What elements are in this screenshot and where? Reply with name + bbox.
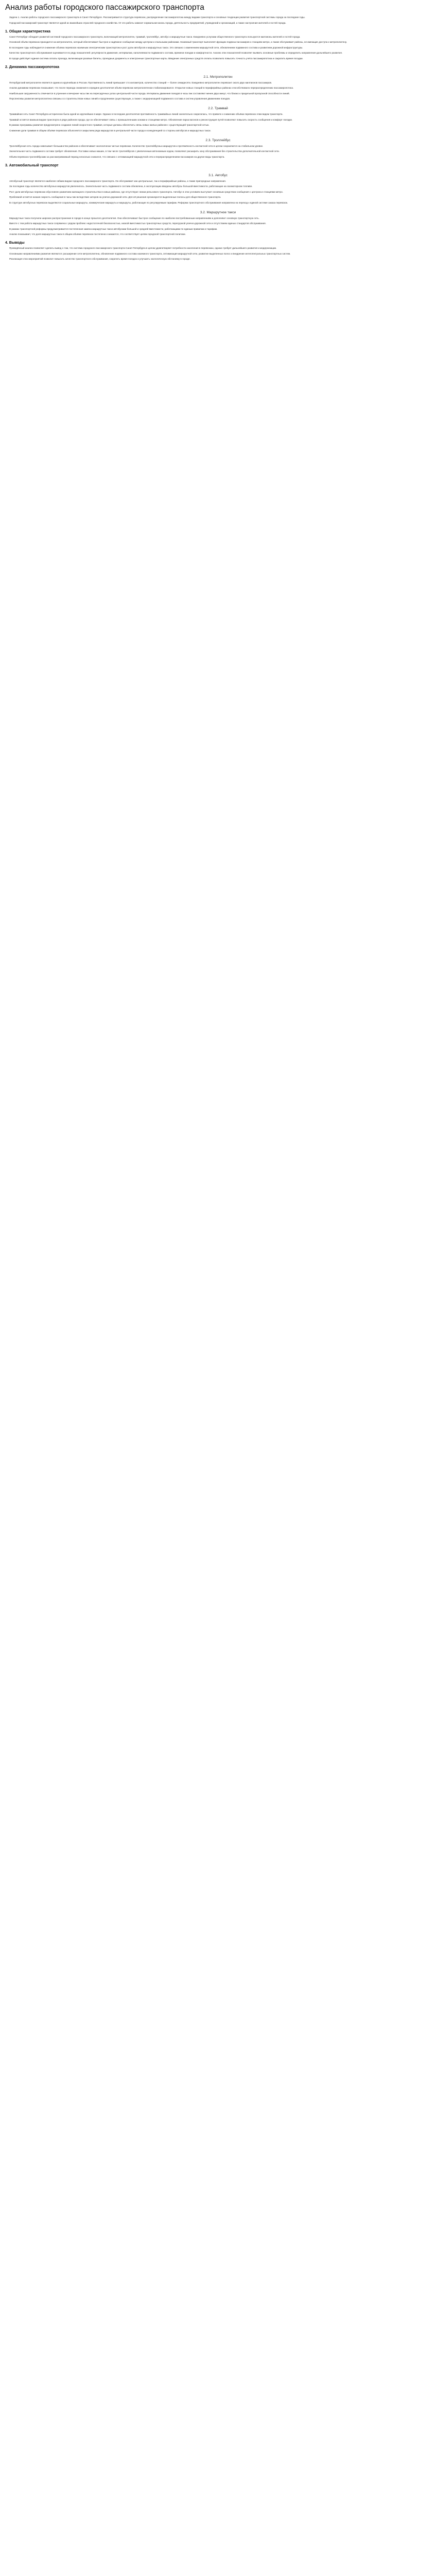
body-paragraph: Проведённый анализ позволяет сделать вывод о том, что система городского пассажирского транспорта Санкт-Петербурга в целом удовлетворяет потребности населения в перевозках, однако требует дальнейшего развития и модернизации. [9, 247, 277, 249]
body-paragraph: Петербургский метрополитен является одним из крупнейших в России. Протяжённость линий превышает сто километров, количество станций — более семидесяти. Ежедневно метрополитен перевозит около двух миллионов пассажиров. [9, 81, 272, 84]
body-paragraph: Рост доли автобусных перевозок обусловлен развитием жилищного строительства в новых районах, где отсутствуют линии рельсового транспорта. Автобус в этих условиях выступает основным средством сообщения с центром и станциями метро. [9, 190, 283, 193]
section-heading: 2. Динамика пассажиропотока [5, 65, 60, 69]
body-paragraph: Проблемой остаётся низкая скорость сообщения в часы пик вследствие заторов на улично-дорожной сети. Для её решения организуются выделенные полосы для общественного транспорта. [9, 196, 221, 198]
section-heading: 4. Выводы [5, 241, 25, 245]
document-body [5, 30, 431, 261]
page-title: Анализ работы городского пассажирского транспорта [5, 3, 204, 12]
body-paragraph: В структуре автобусных перевозок выделяются социальные маршруты, коммерческие маршруты и маршруты, работающие по регулируемым тарифам. Реформа транспортного обслуживания направлена на переход к единой системе заказа перевозок. [9, 201, 288, 204]
body-paragraph: Снижение доли трамвая в общем объёме перевозок объясняется закрытием ряда маршрутов в центральной части города и конкуренцией со стороны автобусов и маршрутных такси. [9, 129, 211, 132]
section [5, 107, 431, 132]
body-paragraph: Анализ динамики перевозок показывает, что после периода снижения в середине десятилетия объём перевозок метрополитеном стабилизировался. Открытие новых станций в периферийных районах способствовало перераспределению пассажиропотока. [9, 87, 294, 89]
body-paragraph: Трамвайная сеть Санкт-Петербурга исторически была одной из крупнейших в мире. Однако в последние десятилетия протяжённость трамвайных линий значительно сократилась, что привело к снижению объёма перевозок этим видом транспорта. [9, 113, 283, 115]
section [5, 241, 431, 261]
body-paragraph: Основной объём перевозок приходится на метрополитен, который обеспечивает быстрое и надёжное сообщение между центром и спальными районами. Наземный транспорт выполняет функцию подвоза пассажиров к станциям метро, а также обслуживает районы, не имеющие доступа к метрополитену. [9, 41, 347, 43]
intro [5, 15, 431, 25]
body-paragraph: Наибольшая загруженность отмечается в утренние и вечерние часы пик на пересадочных узлах центральной части города. Интервалы движения поездов в часы пик составляют менее двух минут, что близко к предельной пропускной способности линий. [9, 92, 290, 95]
body-paragraph: За последние годы количество автобусных маршрутов увеличилось. Значительная часть подвижного состава обновлена, в эксплуатацию введены автобусы большой вместимости, работающие на газомоторном топливе. [9, 185, 253, 188]
section [5, 164, 431, 205]
section-heading: 1. Общая характеристика [5, 29, 50, 33]
section [5, 211, 431, 236]
body-paragraph: Объём перевозок троллейбусами за рассматриваемый период несколько снизился, что связано с оптимизацией маршрутной сети и перераспределением пассажиров на другие виды транспорта. [9, 155, 225, 158]
body-paragraph: Реализация этих мероприятий позволит повысить качество транспортного обслуживания, сократить время поездок и улучшить экологическую обстановку в городе. [9, 258, 190, 260]
body-paragraph: Вместе с тем работа маршрутных такси сопряжена с рядом проблем: недостаточной безопасностью, низкой вместимостью транспортных средств, перегрузкой улично-дорожной сети и отсутствием единых стандартов обслуживания. [9, 222, 266, 225]
body-paragraph: Маршрутные такси получили широкое распространение в городе в конце прошлого десятилетия. Они обеспечивают быстрое сообщение по наиболее востребованным направлениям и дополняют основную транспортную сеть. [9, 216, 259, 219]
body-paragraph: Автобусный транспорт является наиболее гибким видом городского пассажирского транспорта. Он обслуживает как центральные, так и периферийные районы, а также пригородные направления. [9, 179, 226, 182]
section-subheading: 2.3. Троллейбус [205, 138, 231, 142]
intro-paragraph: Городской пассажирский транспорт является одной из важнейших отраслей городского хозяйства. От его работы зависит нормальная жизнь города, деятельность предприятий, учреждений и организаций, а также настроение жителей и гостей города. [9, 21, 286, 24]
body-paragraph: Значительная часть подвижного состава требует обновления. Поставки новых машин, в том числе троллейбусов с увеличенным автономным ходом, позволяют расширить зону обслуживания без строительства дополнительной контактной сети. [9, 150, 280, 152]
body-paragraph: Перспективы развития метрополитена связаны со строительством новых линий и продлением существующих, а также с модернизацией подвижного состава и систем управления движением поездов. [9, 97, 231, 100]
intro-paragraph: Задача 1. Анализ работы городского пассажирского транспорта в Санкт-Петербурге. Рассматривается структура перевозок, распределение пассажиропотока между видами транспорта и основные тенденции развития транспортной системы города за последние годы. [9, 16, 305, 19]
section-subheading: 3.1. Автобус [208, 173, 228, 177]
document-page [0, 0, 436, 268]
section-heading: 3. Автомобильный транспорт [5, 163, 59, 167]
section [5, 139, 431, 159]
body-paragraph: В последние годы наблюдается снижение объёма перевозок наземным электрическим транспортом и рост доли автобусов и маршрутных такси. Это связано с изменением маршрутной сети, обновлением подвижного состава и развитием дорожной инфраструктуры. [9, 46, 303, 49]
body-paragraph: В рамках транспортной реформы предусматривается постепенная замена маршрутных такси автобусами большой и средней вместимости, работающими по единым правилам и тарифам. [9, 227, 218, 230]
section [5, 65, 431, 101]
body-paragraph: Трамвай остаётся важным видом транспорта в ряде районов города, где он обеспечивает связь с промышленными зонами и станциями метро. Обновление парка вагонов и реконструкция путей позволяют повысить скорость сообщения и комфорт поездки. [9, 118, 293, 121]
body-paragraph: Троллейбусная сеть города охватывает большинство районов и обеспечивает экологически чистые перевозки. Количество троллейбусных маршрутов и протяжённость контактной сети в целом сохраняются на стабильном уровне. [9, 144, 264, 147]
section-subheading: 2.2. Трамвай [208, 107, 228, 110]
body-paragraph: В рамках программы развития предусмотрено создание линий скоростного трамвая, которые должны обеспечить связь новых жилых районов с существующей транспортной сетью. [9, 124, 210, 126]
section [5, 30, 431, 60]
section-subheading: 3.2. Маршрутное такси [200, 210, 236, 214]
body-paragraph: Анализ показывает, что доля маршрутных такси в общем объёме перевозок постепенно снижается, что соответствует целям городской транспортной политики. [9, 233, 186, 235]
body-paragraph: Санкт-Петербург обладает развитой системой городского пассажирского транспорта, включающей метрополитен, трамвай, троллейбус, автобус и маршрутные такси. Ежедневно услугами общественного транспорта пользуются миллионы жителей и гостей города. [9, 35, 301, 38]
body-paragraph: Основными направлениями развития являются: расширение сети метрополитена, обновление подвижного состава наземного транспорта, оптимизация маршрутной сети, развитие выделенных полос и внедрение интеллектуальных транспортных систем. [9, 252, 291, 255]
body-paragraph: В городе действует единая система оплаты проезда, включающая разовые билеты, проездные документы и электронные транспортные карты. Введение электронных средств оплаты позволило повысить точность учёта пассажиропотока и сократить время посадки. [9, 57, 303, 60]
section-subheading: 2.1. Метрополитен [203, 75, 233, 79]
body-paragraph: Качество транспортного обслуживания оценивается по ряду показателей: регулярности движения, интервалам, наполняемости подвижного состава, времени поездки и комфортности. Анализ этих показателей позволяет выявить основные проблемы и определить направления дальнейшего развития. [9, 52, 343, 54]
